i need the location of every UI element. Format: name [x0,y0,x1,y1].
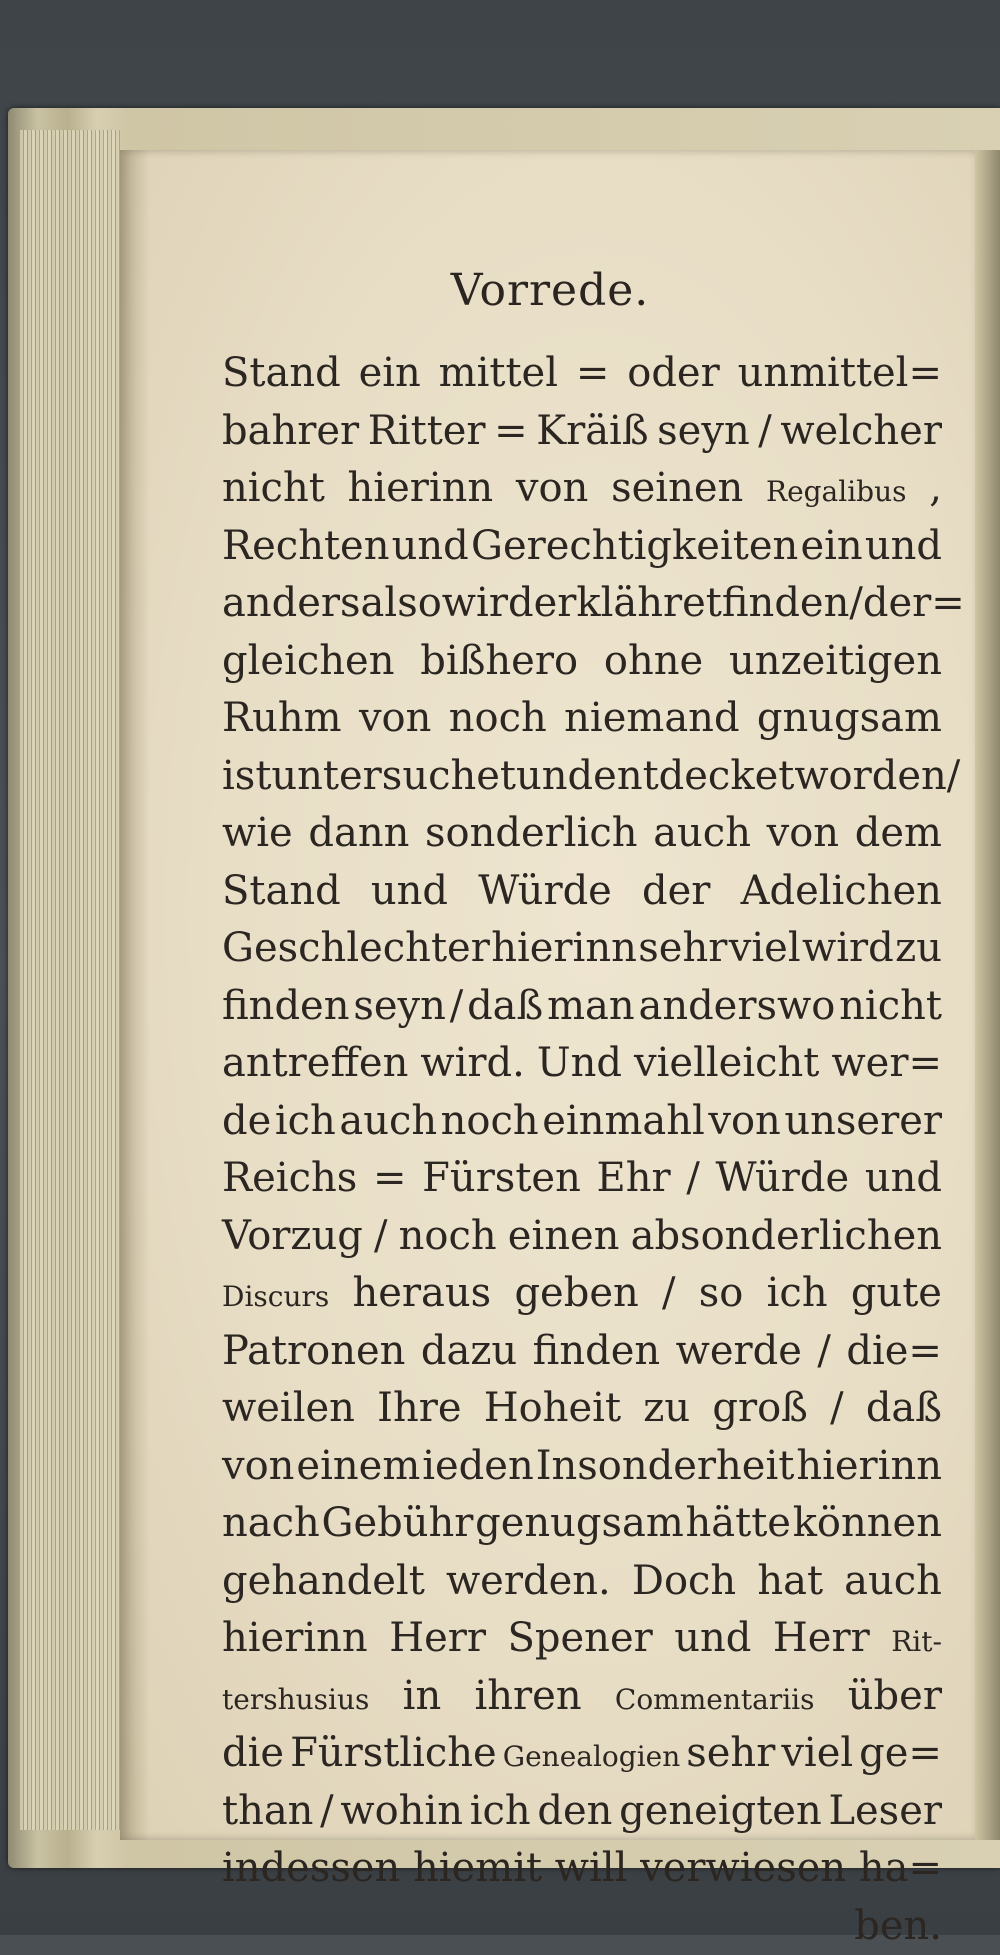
text-line [222,1150,942,1208]
word: Adelichen [741,863,942,921]
text-line [222,748,942,806]
word: einmahl [542,1093,705,1151]
word: untersuchet [271,748,516,806]
word: Ruhm [222,690,342,748]
word: seyn [353,978,446,1036]
word: ge= [859,1725,942,1783]
word: sehr [686,1725,775,1783]
word: niemand [564,690,739,748]
word: finden [722,575,849,633]
word: than [222,1783,313,1841]
word: noch [441,1093,539,1151]
word: noch [399,1208,497,1266]
word: ich [275,1093,336,1151]
text-line [222,1380,942,1438]
word: unzeitigen [729,633,942,691]
word: auch [653,805,751,863]
word: entdecket [593,748,794,806]
word: nicht [839,978,942,1036]
word: Ihre [377,1380,461,1438]
word: / [849,575,862,633]
word: gute [851,1265,942,1323]
word: vielleicht [634,1035,819,1093]
word: antreffen [222,1035,408,1093]
word: man [547,978,635,1036]
word: ohne [604,633,703,691]
word: Doch [632,1553,736,1611]
word: ich [767,1265,828,1323]
text-line [222,575,942,633]
word: Discurs [222,1268,329,1326]
word: hiemit [413,1840,542,1898]
word: auch [339,1093,437,1151]
word: Rechten [222,518,389,576]
word: absonderlichen [631,1208,942,1266]
word: die [222,1725,284,1783]
word: ein [359,345,421,403]
word: Herr [389,1610,486,1668]
text-line [222,1208,942,1266]
word: Stand [222,863,341,921]
word: und [392,518,469,576]
word: Vorzug [222,1208,363,1266]
word: Rit- [891,1613,942,1671]
text-line [222,1898,942,1955]
word: Reichs [222,1150,357,1208]
word: hierinn [491,920,637,978]
word: / [817,1323,830,1381]
word: einem [296,1438,420,1496]
word: viel [781,1725,853,1783]
word: daß [467,978,543,1036]
word: können [793,1495,942,1553]
word: Patronen [222,1323,405,1381]
text-line [222,633,942,691]
word: einen [508,1208,620,1266]
word: / [686,1150,699,1208]
text-line [222,518,942,576]
word: geneigten [619,1783,822,1841]
word: nicht [222,460,325,518]
word: ieden [422,1438,534,1496]
running-head: Vorrede. [120,265,980,316]
word: hierinn [796,1438,942,1496]
text-line [222,345,942,403]
word: dazu [421,1323,517,1381]
text-line [222,1093,942,1151]
word: / [830,1380,843,1438]
text-line [222,1668,942,1726]
word: viel [729,920,801,978]
word: Würde [715,1150,849,1208]
word: Insonderheit [536,1438,795,1496]
word: Commentariis [615,1671,815,1729]
word: nach [222,1495,320,1553]
word: Fürstliche [290,1725,497,1783]
word: ist [222,748,271,806]
word: ben. [854,1898,942,1955]
word: / [662,1265,675,1323]
word: finden [222,978,349,1036]
word: mittel [439,345,558,403]
word: genugsam [475,1495,684,1553]
text-line [222,1438,942,1496]
word: bißhero [420,633,578,691]
word: Kräiß [536,403,648,461]
word: hat [757,1553,823,1611]
word: also [361,575,442,633]
word: Leser [828,1783,942,1841]
word: zu [895,920,942,978]
word: geben [514,1265,638,1323]
word: und [865,518,942,576]
word: wird. [420,1035,524,1093]
word: Genealogien [503,1728,681,1786]
word: unserer [784,1093,942,1151]
word: und [674,1610,751,1668]
word: gnugsam [757,690,942,748]
word: zu [643,1380,690,1438]
word: Ritter [368,403,486,461]
word: von [767,805,839,863]
word: Gebühr [322,1495,474,1553]
word: weilen [222,1380,355,1438]
word: Fürsten [422,1150,581,1208]
word: über [848,1668,942,1726]
word: in [403,1668,442,1726]
word: von [222,1438,294,1496]
word: seinen [611,460,743,518]
word: sonderlich [425,805,638,863]
word: Würde [478,863,612,921]
text-line [222,863,942,921]
word: / [374,1208,387,1266]
word: ha= [859,1840,942,1898]
word: wie [222,805,293,863]
text-line [222,403,942,461]
word: = [494,403,528,461]
word: wird [802,920,894,978]
gutter-shadow [120,150,150,1840]
word: unmittel= [738,345,942,403]
word: , [929,460,942,518]
word: Gerechtigkeiten [471,518,798,576]
text-line [222,460,942,518]
word: / [320,1783,333,1841]
word: und [516,748,593,806]
word: will [555,1840,628,1898]
word: werde [676,1323,802,1381]
word: gehandelt [222,1553,425,1611]
text-line [222,1610,942,1668]
word: anderswo [638,978,835,1036]
word: dann [308,805,409,863]
word: hierinn [222,1610,368,1668]
word: hätte [686,1495,791,1553]
word: sehr [638,920,727,978]
word: indessen [222,1840,400,1898]
word: Hoheit [484,1380,621,1438]
word: Ehr [597,1150,671,1208]
word: verwiesen [640,1840,846,1898]
page-edges [20,130,120,1830]
word: Und [537,1035,622,1093]
word: worden [794,748,946,806]
word: dem [855,805,942,863]
word: seyn [657,403,750,461]
word: noch [449,690,547,748]
word: = [576,345,610,403]
word: / [758,403,771,461]
word: von [708,1093,780,1151]
word: groß [712,1380,808,1438]
word: wer= [831,1035,942,1093]
text-line [222,1265,942,1323]
word: oder [627,345,719,403]
word: auch [844,1553,942,1611]
word: heraus [353,1265,492,1323]
word: daß [866,1380,942,1438]
word: und [865,1150,942,1208]
word: von [516,460,588,518]
word: welcher [780,403,942,461]
word: / [450,978,463,1036]
text-line [222,978,942,1036]
word: erklähret [534,575,722,633]
word: wohin [340,1783,463,1841]
word: ich [470,1783,531,1841]
text-line [222,1553,942,1611]
word: / [947,748,960,806]
word: = [373,1150,407,1208]
word: gleichen [222,633,394,691]
text-line [222,690,942,748]
word: von [359,690,431,748]
word: finden [533,1323,660,1381]
word: ihren [475,1668,582,1726]
word: ein [800,518,862,576]
word: der= [863,575,965,633]
text-line [222,1725,942,1783]
word: der [642,863,710,921]
text-line [222,1323,942,1381]
word: die= [846,1323,942,1381]
word: Spener [508,1610,653,1668]
text-line [222,1783,942,1841]
word: Herr [773,1610,870,1668]
word: anders [222,575,361,633]
word: tershusius [222,1671,369,1729]
word: Stand [222,345,341,403]
word: werden. [446,1553,611,1611]
text-line [222,1840,942,1898]
text-line [222,805,942,863]
word: wird [442,575,534,633]
word: so [699,1265,744,1323]
word: Geschlechter [222,920,490,978]
word: Regalibus [766,463,907,521]
word: den [537,1783,612,1841]
text-line [222,920,942,978]
word: und [371,863,448,921]
body-text [222,345,942,1955]
text-line [222,1495,942,1553]
word: hierinn [348,460,494,518]
page-right-edge [975,150,1000,1840]
text-line [222,1035,942,1093]
word: de [222,1093,271,1151]
word: bahrer [222,403,359,461]
